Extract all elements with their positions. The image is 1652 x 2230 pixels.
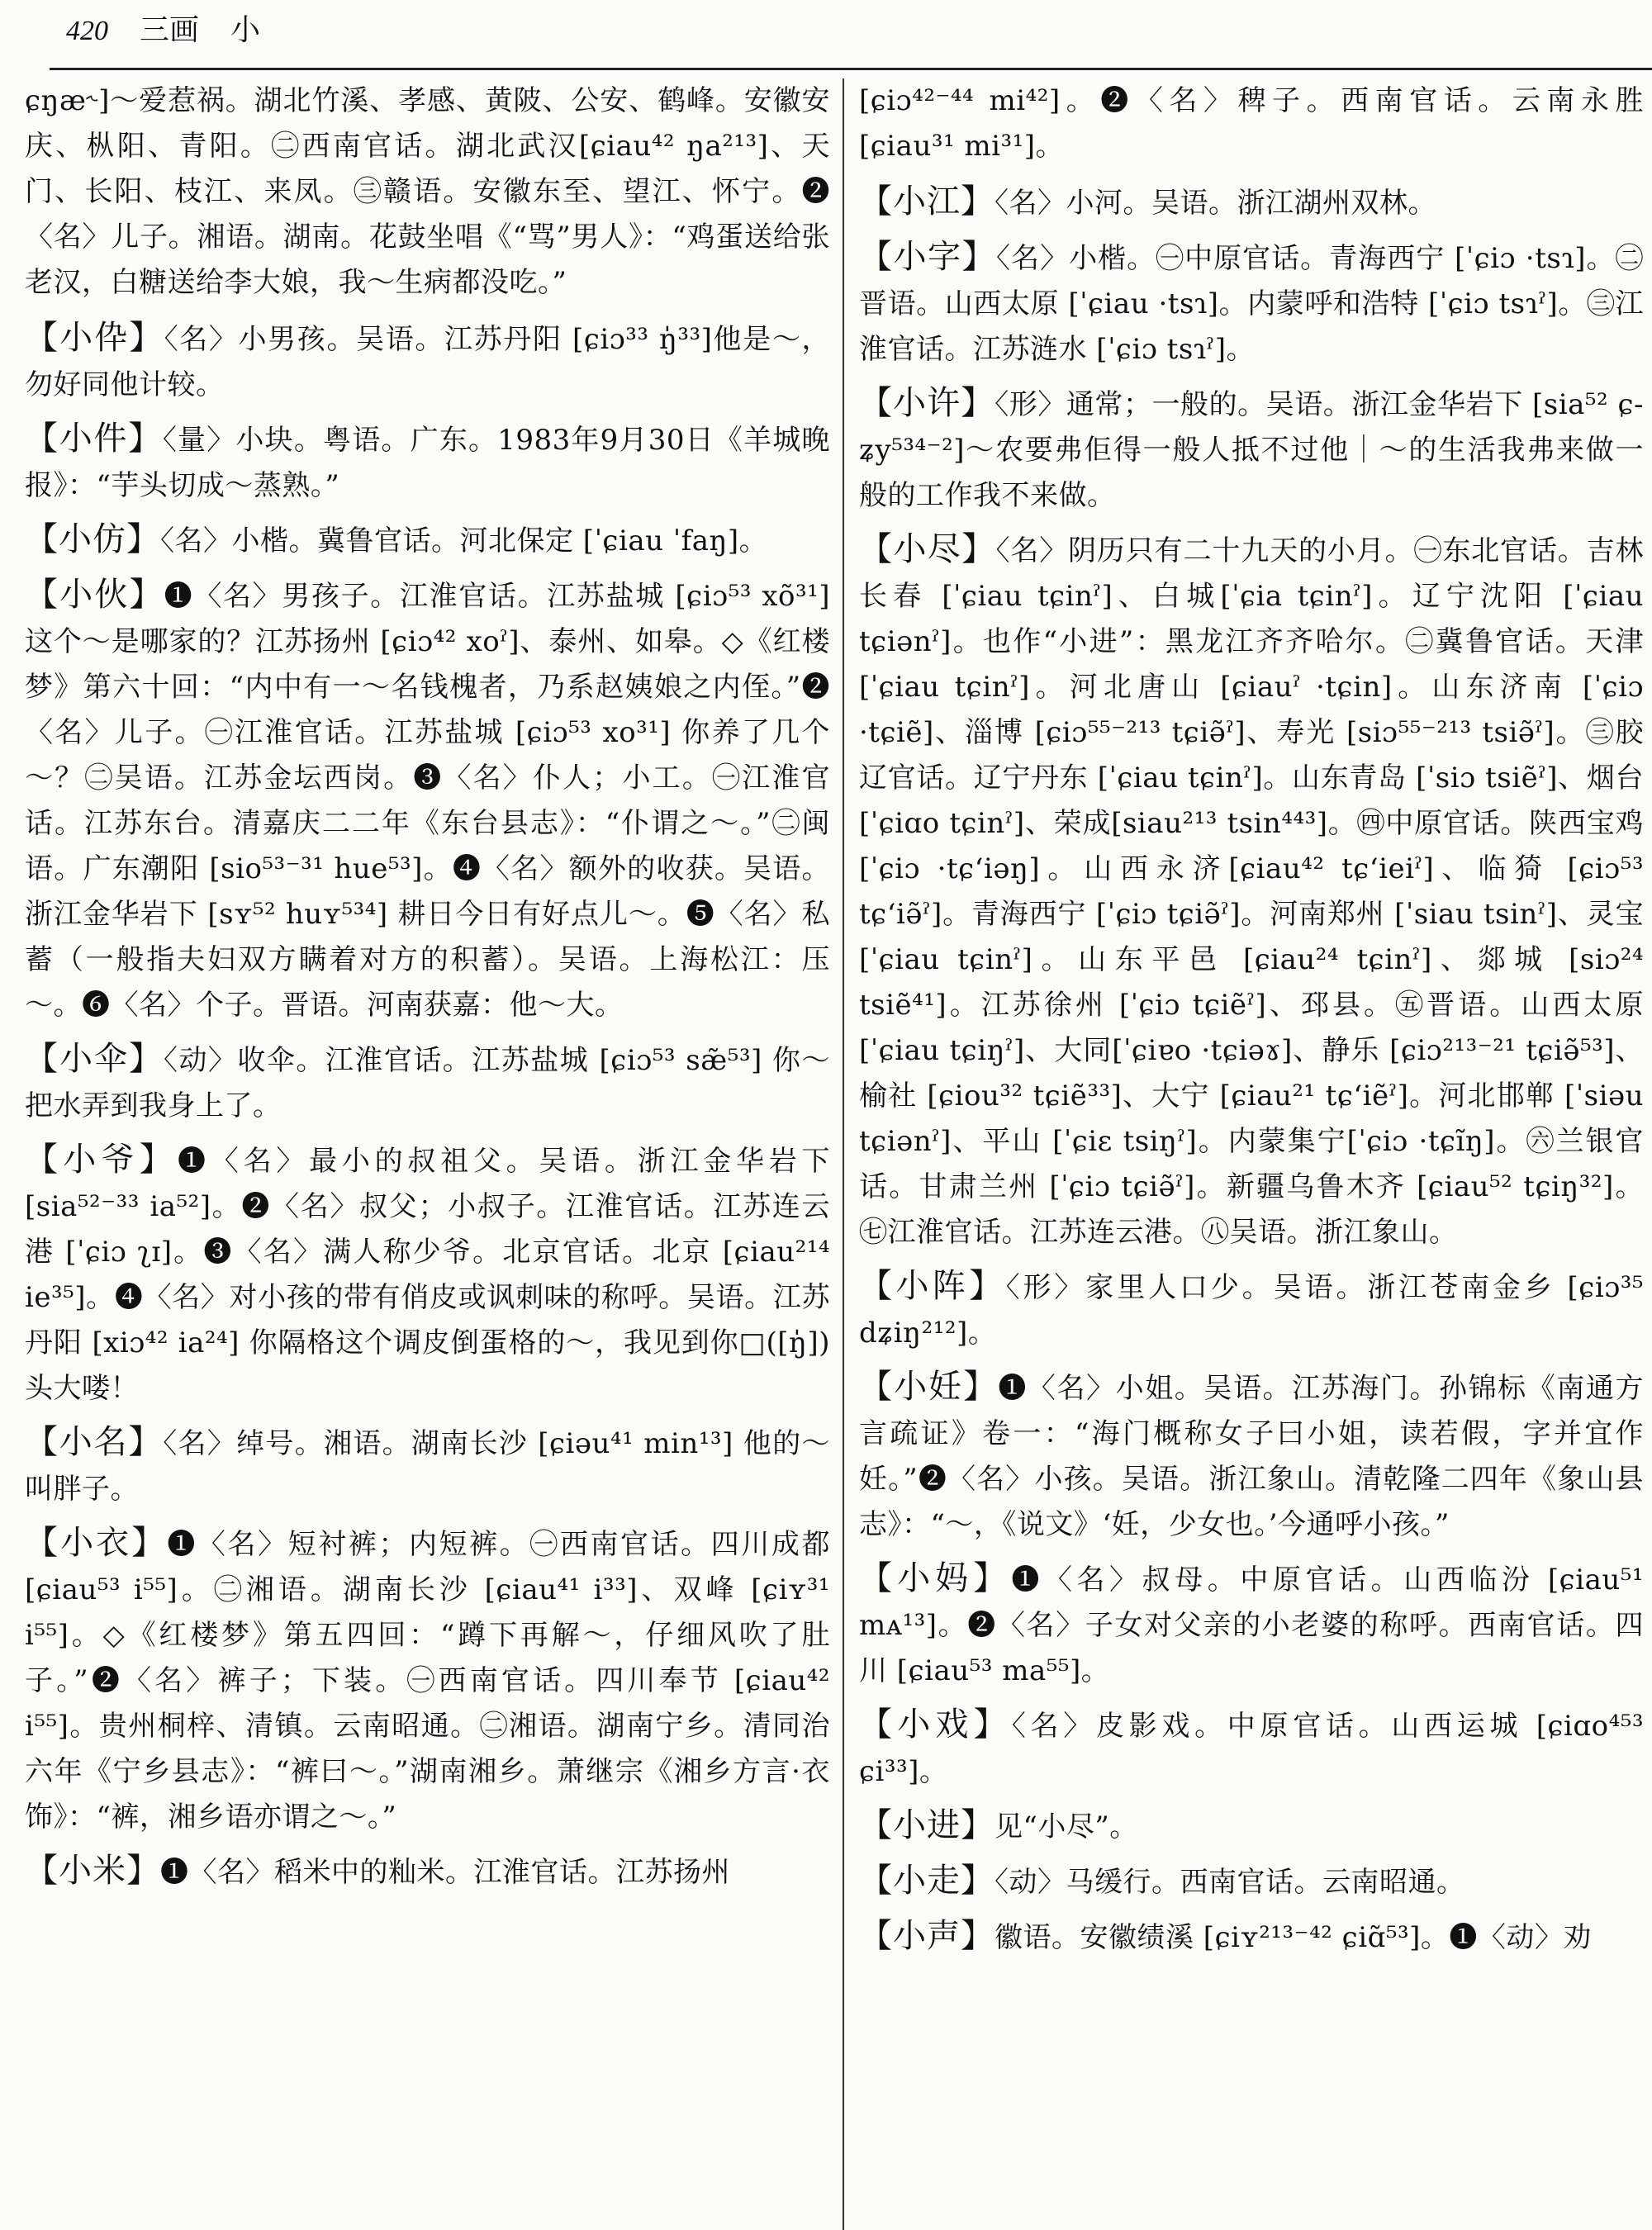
entry-definition: 〈名〉小男孩。吴语。江苏丹阳 [ɕiɔ³³ ŋ̍³³]他是～，勿好同他计较。 (25, 323, 830, 401)
entry-headword: 【小爷】 (25, 1141, 178, 1179)
right-column (859, 78, 1644, 2222)
dictionary-entry (25, 572, 830, 1028)
entry-headword: 【小伜】 (25, 319, 164, 357)
entry-headword: 【小米】 (25, 1852, 160, 1890)
section-label: 三画 (140, 13, 200, 47)
entry-definition: ❶〈名〉短衬裤；内短裤。㊀西南官话。四川成都 [ɕiau⁵³ i⁵⁵]。㊁湘语。湖南长沙 [ɕiau⁴¹ i³³]、双峰 [ɕiʏ³¹ i⁵⁵]。◇《红楼梦》第五四回：“蹲下再解～，仔细风吹了肚子。”❷〈名〉裤子；下装。㊀西南官话。四川奉节 [ɕiau⁴² i⁵⁵]。贵州桐梓、清镇。云南昭通。㊁湘语。湖南宁乡。清同治六年《宁乡县志》：“裤曰～。”湖南湘乡。萧继宗《湘乡方言·衣饰》：“裤，湘乡语亦谓之～。” (25, 1528, 830, 1834)
entry-headword: 【小声】 (859, 1917, 995, 1955)
entry-headword: 【小走】 (859, 1862, 995, 1900)
entry-headword: 【小许】 (859, 384, 995, 422)
entry-definition: 见“小尽”。 (995, 1810, 1138, 1843)
entry-headword: 【小尽】 (859, 530, 996, 568)
column-divider (843, 78, 844, 2230)
entry-definition: 〈量〉小块。粤语。广东。1983年9月30日《羊城晚报》：“芋头切成～蒸熟。” (25, 424, 830, 502)
entry-definition: 〈名〉阴历只有二十九天的小月。㊀东北官话。吉林长春 [ˈɕiau tɕinˀ]、白城[ˈɕia tɕinˀ]。辽宁沈阳 [ˈɕiau tɕiənˀ]。也作“小进”：黑龙江齐齐哈尔。㊁冀鲁官话。天津 [ˈɕiau tɕinˀ]。河北唐山 [ɕiauˀ ·tɕin]。山东济南 [ˈɕiɔ ·tɕiẽ]、淄博 [ɕiɔ⁵⁵⁻²¹³ tɕiə̃ˀ]、寿光 [siɔ⁵⁵⁻²¹³ tsiə̃ˀ]。㊂胶辽官话。辽宁丹东 [ˈɕiau tɕinˀ]。山东青岛 [ˈsiɔ tsiẽˀ]、烟台 [ˈɕiɑo tɕinˀ]、荣成[siau²¹³ tsin⁴⁴³]。㊃中原官话。陕西宝鸡 [ˈɕiɔ ·tɕʻiəŋ]。山西永济[ɕiau⁴² tɕʻieiˀ]、临猗 [ɕiɔ⁵³ tɕʻiə̃ˀ]。青海西宁 [ˈɕiɔ tɕiə̃ˀ]。河南郑州 [ˈsiau tsinˀ]、灵宝 [ˈɕiau tɕinˀ]。山东平邑 [ɕiau²⁴ tɕinˀ]、郯城 [siɔ²⁴ tsiẽ⁴¹]。江苏徐州 [ˈɕiɔ tɕiẽˀ]、邳县。㊄晋语。山西太原[ˈɕiau tɕiŋˀ]、大同[ˈɕiɐo ·tɕiəɤ]、静乐 [ɕiɔ²¹³⁻²¹ tɕiə̃⁵³]、榆社 [ɕiou³² tɕiẽ³³]、大宁 [ɕiau²¹ tɕʻiẽˀ]。河北邯郸 [ˈsiəu tɕiənˀ]、平山 [ˈɕiɛ tsiŋˀ]。内蒙集宁[ˈɕiɔ ·tɕĩŋ]。㊅兰银官话。甘肃兰州 [ˈɕiɔ tɕiə̃ˀ]。新疆乌鲁木齐 [ɕiau⁵² tɕiŋ³²]。㊆江淮官话。江苏连云港。㊇吴语。浙江象山。 (859, 534, 1644, 1249)
dictionary-entry (25, 1420, 830, 1512)
entry-headword: 【小名】 (25, 1423, 164, 1461)
page-number: 420 (66, 16, 108, 46)
entry-definition: ❶〈名〉叔母。中原官话。山西临汾 [ɕiau⁵¹ mᴀ¹³]。❷〈名〉子女对父亲的小老婆的称呼。西南官话。四川 [ɕiau⁵³ ma⁵⁵]。 (859, 1563, 1644, 1687)
dictionary-entry (859, 179, 1644, 226)
dictionary-entry (25, 416, 830, 509)
dictionary-entry (859, 1264, 1644, 1356)
dictionary-entry (25, 1848, 830, 1896)
entry-definition: 〈动〉收伞。江淮官话。江苏盐城 [ɕiɔ⁵³ sæ̃⁵³] 你～把水弄到我身上了。 (25, 1044, 830, 1122)
entry-headword: 【小件】 (25, 420, 163, 458)
dictionary-entry (859, 1914, 1644, 1961)
entry-headword: 【小江】 (859, 183, 995, 221)
entry-definition: ❶〈名〉稻米中的籼米。江淮官话。江苏扬州 (160, 1856, 730, 1889)
entry-definition: [ɕiɔ⁴²⁻⁴⁴ mi⁴²]。❷〈名〉稗子。西南官话。云南永胜 [ɕiau³¹ mi³¹]。 (859, 84, 1644, 163)
dictionary-entry (859, 1858, 1644, 1905)
entry-definition: 〈动〉马缓行。西南官话。云南昭通。 (995, 1866, 1465, 1899)
entry-definition: 〈名〉小河。吴语。浙江湖州双林。 (995, 187, 1436, 220)
entry-headword: 【小妈】 (859, 1559, 1012, 1597)
dictionary-entry (25, 1137, 830, 1412)
entry-definition: ❶〈名〉男孩子。江淮官话。江苏盐城 [ɕiɔ⁵³ xõ³¹] 这个～是哪家的？江苏扬州 [ɕiɔ⁴² xoˀ]、泰州、如皋。◇《红楼梦》第六十回：“内中有一～名钱槐者，乃系赵姨娘之内侄。”❷〈名〉儿子。㊀江淮官话。江苏盐城 [ɕiɔ⁵³ xo³¹] 你养了几个～？㊁吴语。江苏金坛西岗。❸〈名〉仆人；小工。㊀江淮官话。江苏东台。清嘉庆二二年《东台县志》：“仆谓之～。”㊁闽语。广东潮阳 [sio⁵³⁻³¹ hue⁵³]。❹〈名〉额外的收获。吴语。浙江金华岩下 [sʏ⁵² huʏ⁵³⁴] 耕日今日有好点儿～。❺〈名〉私蓄（一般指夫妇双方瞒着对方的积蓄）。吴语。上海松江：压～。❻〈名〉个子。晋语。河南获嘉：他～大。 (25, 580, 830, 1022)
entry-headword: 【小伙】 (25, 576, 164, 614)
entry-headword: 【小妊】 (859, 1368, 999, 1406)
entry-headword: 【小阵】 (859, 1267, 1006, 1305)
left-column (25, 78, 830, 2222)
entry-headword: 【小衣】 (25, 1524, 168, 1562)
dictionary-entry (25, 316, 830, 408)
dictionary-entry (25, 517, 830, 564)
entry-definition: 〈名〉小楷。冀鲁官话。河北保定 [ˈɕiau ˈfaŋ]。 (160, 524, 768, 558)
entry-continuation (859, 78, 1644, 169)
dictionary-entry (859, 527, 1644, 1255)
dictionary-entry (25, 1521, 830, 1840)
entry-definition: ɕŋæ˞]～爱惹祸。湖北竹溪、孝感、黄陂、公安、鹤峰。安徽安庆、枞阳、青阳。㊁西南官话。湖北武汉[ɕiau⁴² ŋa²¹³]、天门、长阳、枝江、来凤。㊂赣语。安徽东至、望江、怀宁。❷〈名〉儿子。湘语。湖南。花鼓坐唱《“骂”男人》：“鸡蛋送给张老汉，白糖送给李大娘，我～生病都没吃。” (25, 84, 830, 299)
dictionary-entry (859, 381, 1644, 519)
page-header (66, 7, 260, 73)
entry-definition: 〈名〉绰号。湘语。湖南长沙 [ɕiəu⁴¹ min¹³] 他的～叫胖子。 (25, 1427, 830, 1506)
entry-definition: 〈名〉小楷。㊀中原官话。青海西宁 [ˈɕiɔ ·tsɿ]。㊁晋语。山西太原 [ˈɕiau ·tsɿ]。内蒙呼和浩特 [ˈɕiɔ tsɿˀ]。㊂江淮官话。江苏涟水 [ˈɕiɔ tsɿˀ]。 (859, 242, 1644, 366)
dictionary-entry (859, 1702, 1644, 1795)
entry-definition: 〈名〉皮影戏。中原官话。山西运城 [ɕiɑo⁴⁵³ ɕi³³]。 (859, 1710, 1644, 1788)
dictionary-entry (859, 235, 1644, 372)
entry-definition: ❶〈名〉最小的叔祖父。吴语。浙江金华岩下 [sia⁵²⁻³³ ia⁵²]。❷〈名〉叔父；小叔子。江淮官话。江苏连云港 [ˈɕiɔ ʅɪ]。❸〈名〉满人称少爷。北京官话。北京 [ɕiau²¹⁴ ie³⁵]。❹〈名〉对小孩的带有俏皮或讽刺味的称呼。吴语。江苏丹阳 [xiɔ⁴² ia²⁴] 你隔格这个调皮倒蛋格的～，我见到你□([ŋ̍])头大喽！ (25, 1145, 830, 1405)
dictionary-entry (859, 1364, 1644, 1548)
header-character: 小 (230, 13, 261, 47)
entry-definition: 〈形〉通常；一般的。吴语。浙江金华岩下 [sia⁵² ɕ-ʑy⁵³⁴⁻²]～农要弗佢得一般人抵不过他｜～的生活我弗来做一般的工作我不来做。 (859, 388, 1644, 512)
entry-definition: 徽语。安徽绩溪 [ɕiʏ²¹³⁻⁴² ɕiɑ̃⁵³]。❶〈动〉劝 (995, 1921, 1592, 1954)
entry-continuation (25, 78, 830, 306)
header-rule (50, 68, 1652, 70)
dictionary-entry (859, 1556, 1644, 1694)
entry-definition: ❶〈名〉小姐。吴语。江苏海门。孙锦标《南通方言疏证》卷一：“海门概称女子曰小姐，读若假，字并宜作妊。”❷〈名〉小孩。吴语。浙江象山。清乾隆二四年《象山县志》：“～，《说文》‘妊，少女也。’今通呼小孩。” (859, 1372, 1644, 1541)
entry-headword: 【小戏】 (859, 1706, 1012, 1744)
dictionary-entry (25, 1037, 830, 1129)
entry-headword: 【小字】 (859, 238, 997, 276)
entry-definition: 〈形〉家里人口少。吴语。浙江苍南金乡 [ɕiɔ³⁵ dʑiŋ²¹²]。 (859, 1271, 1644, 1350)
entry-headword: 【小伞】 (25, 1040, 164, 1078)
dictionary-entry (859, 1803, 1644, 1850)
entry-headword: 【小进】 (859, 1806, 995, 1844)
entry-headword: 【小仿】 (25, 520, 160, 558)
